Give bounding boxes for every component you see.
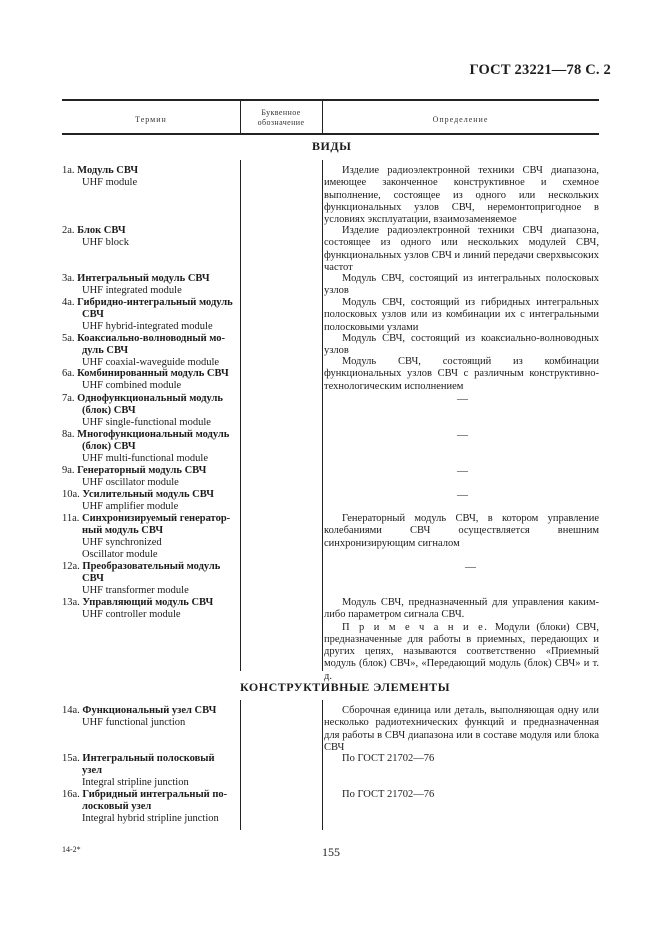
definition-text: Сборочная единица или деталь, выполняющая одну или несколько радиотехнических функций и предназначенная для работы в СВЧ диапазона или в составе модуля или блока СВЧ <box>324 705 599 753</box>
term-entry: 16а. Гибридный интегральный по- лосковый узел Integral hybrid stripline junction <box>62 789 228 824</box>
empty-definition-dash: — <box>457 465 468 477</box>
column-divider-2-body-2 <box>322 700 323 830</box>
term-entry: 10а. Усилительный модуль СВЧ UHF amplifier module <box>62 489 214 512</box>
definition-text: Модуль СВЧ, состоящий из комбинации функциональных узлов СВЧ с различным конструктивно-технологическим исполнением <box>324 356 599 392</box>
term-entry: 5а. Коаксиально-волноводный мо- дуль СВЧ UHF coaxial-waveguide module <box>62 333 226 368</box>
definition-text: По ГОСТ 21702—76 <box>342 789 435 800</box>
definition-text: Изделие радиоэлектронной техники СВЧ диапазона, состоящее из одного или нескольких модулей СВЧ, функциональных узлов СВЧ и линий передачи сверхвысоких частот <box>324 225 599 273</box>
definition-text: Модуль СВЧ, состоящий из интегральных полосковых узлов <box>324 273 599 297</box>
column-divider-1-body <box>240 160 241 671</box>
section-title-elements: КОНСТРУКТИВНЫЕ ЭЛЕМЕНТЫ <box>240 680 451 694</box>
term-entry: 8а. Многофункциональный модуль (блок) СВЧ UHF multi-functional module <box>62 429 230 464</box>
term-entry: 1а. Модуль СВЧ UHF module <box>62 165 139 188</box>
column-header-abbr-1: Буквенное <box>261 108 301 117</box>
term-entry: 7а. Однофункциональный модуль (блок) СВЧ UHF single-functional module <box>62 393 223 428</box>
term-entry: 12а. Преобразовательный модуль СВЧ UHF transformer module <box>62 561 221 596</box>
table-top-rule <box>62 99 599 101</box>
term-entry: 2а. Блок СВЧ UHF block <box>62 225 129 248</box>
term-entry: 13а. Управляющий модуль СВЧ UHF controller module <box>62 597 214 620</box>
column-divider-2-body <box>322 160 323 671</box>
page-header: ГОСТ 23221—78 С. 2 <box>469 62 611 78</box>
note-label: П р и м е ч а н и е. <box>342 621 489 633</box>
term-entry: 9а. Генераторный модуль СВЧ UHF oscillator module <box>62 465 207 488</box>
empty-definition-dash: — <box>457 489 468 501</box>
empty-definition-dash: — <box>465 561 476 573</box>
page-number: 155 <box>322 845 340 859</box>
note-text: Модули (блоки) СВЧ, предназначенные для работы в приемных, передающих и других цепях, называются соответственно «Приемный модуль (блок) СВЧ», «Передающий модуль (блок) СВЧ» и т. д. <box>324 621 599 682</box>
definition-text: Модуль СВЧ, состоящий из коаксиально-волноводных узлов <box>324 333 599 357</box>
empty-definition-dash: — <box>457 393 468 405</box>
column-divider-1-body-2 <box>240 700 241 830</box>
term-entry: 4а. Гибридно-интегральный модуль СВЧ UHF hybrid-integrated module <box>62 297 233 332</box>
column-header-abbr-2: обозначение <box>257 118 305 127</box>
definition-text: Модуль СВЧ, состоящий из гибридных интегральных полосковых узлов или из комбинации их с интегральными полосковыми узлами <box>324 297 599 333</box>
term-entry: 3а. Интегральный модуль СВЧ UHF integrated module <box>62 273 210 296</box>
definition-text: Генераторный модуль СВЧ, в котором управление колебаниями СВЧ осуществляется внешним синхронизирующим сигналом <box>324 513 599 549</box>
column-header-term: Термин <box>135 115 167 124</box>
table-header-bottom-rule <box>62 133 599 135</box>
term-entry: 15а. Интегральный полосковый узел Integral stripline junction <box>62 753 215 788</box>
definition-text: Модуль СВЧ, предназначенный для управления каким-либо параметром сигнала СВЧ. П р и м е ч а н и е. Модули (блоки) СВЧ, предназначенные для работы в приемных, передающих и других цепях, называются соответственно «Приемный модуль (блок) СВЧ», «Передающий модуль (блок) СВЧ» и т. д. <box>324 597 599 682</box>
term-entry: 6а. Комбинированный модуль СВЧ UHF combined module <box>62 368 229 391</box>
empty-definition-dash: — <box>457 429 468 441</box>
definition-text: Изделие радиоэлектронной техники СВЧ диапазона, имеющее законченное конструктивное и схемное выполнение, состоящее из одного или нескольких функциональных узлов СВЧ, неремонтопригодное в условиях эксплуатации, взаимозаменяемое <box>324 165 599 226</box>
section-title-types: ВИДЫ <box>312 139 352 153</box>
footer-signature-mark: 14-2* <box>62 845 81 854</box>
term-entry: 14а. Функциональный узел СВЧ UHF functional junction <box>62 705 217 728</box>
definition-text: По ГОСТ 21702—76 <box>342 753 435 764</box>
term-entry: 11а. Синхронизируемый генератор- ный модуль СВЧ UHF synchronized Oscillator module <box>62 513 231 560</box>
column-header-definition: Определение <box>432 115 489 124</box>
